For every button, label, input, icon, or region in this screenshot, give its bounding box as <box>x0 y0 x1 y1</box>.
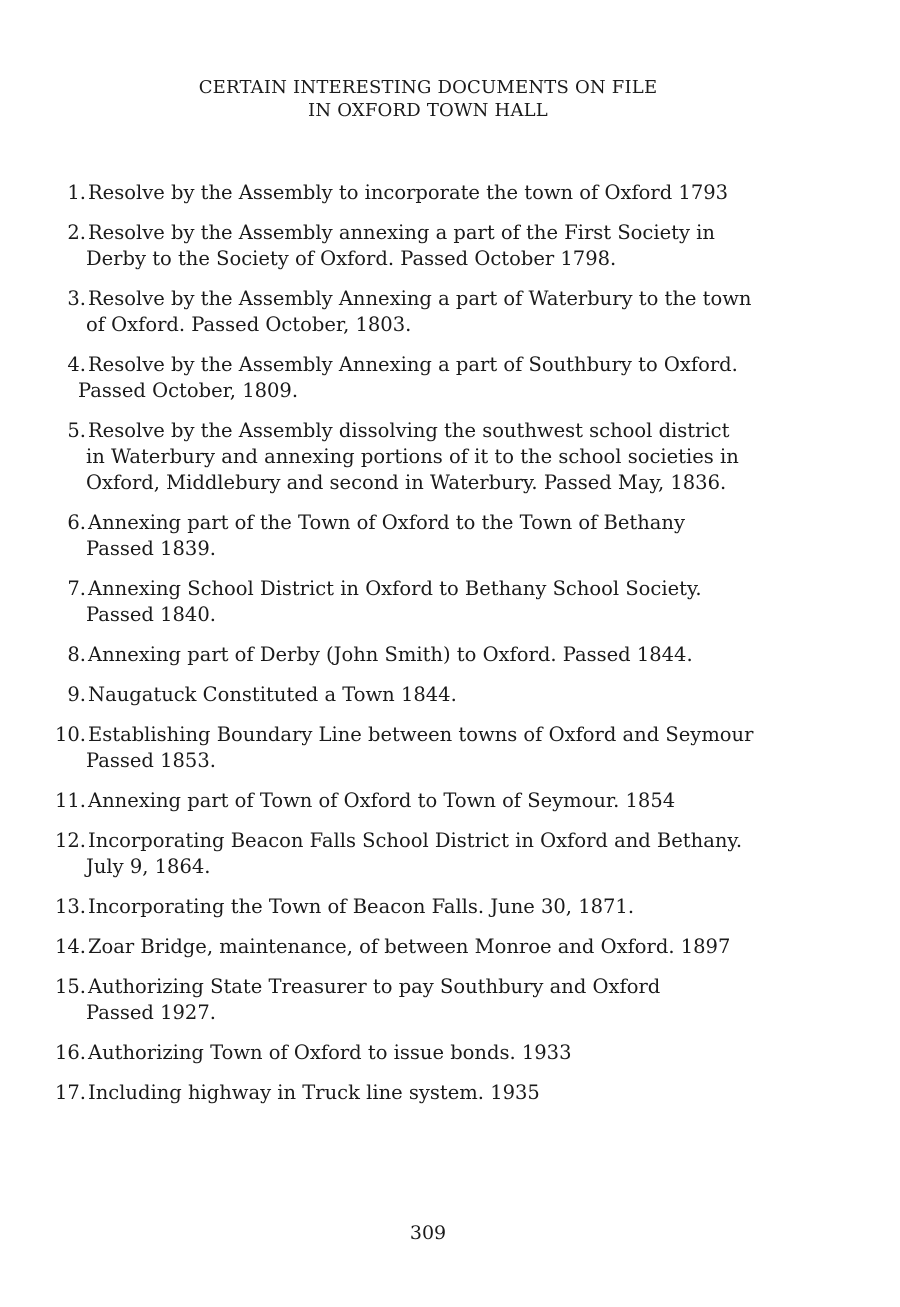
list-item <box>40 576 840 628</box>
item-text-line: of Oxford. Passed October, 1803. <box>86 313 412 336</box>
item-text-line: Resolve by the Assembly Annexing a part of Southbury to Oxford. <box>88 353 738 376</box>
item-number: 5. <box>67 419 86 442</box>
item-text-line: in Waterbury and annexing portions of it to the school societies in <box>86 445 739 468</box>
list-item <box>40 894 840 920</box>
item-text-line: Annexing part of Town of Oxford to Town of Seymour. 1854 <box>88 789 676 812</box>
item-text-line: Annexing part of Derby (John Smith) to Oxford. Passed 1844. <box>88 643 693 666</box>
item-text-line: Incorporating Beacon Falls School District in Oxford and Bethany. <box>88 829 743 852</box>
heading-line-1: CERTAIN INTERESTING DOCUMENTS ON FILE <box>198 77 658 98</box>
item-text-line: Zoar Bridge, maintenance, of between Monroe and Oxford. 1897 <box>88 935 731 958</box>
list-item <box>40 220 840 272</box>
page-heading <box>0 76 856 122</box>
item-text-line: Establishing Boundary Line between towns of Oxford and Seymour <box>88 723 754 746</box>
item-text-line: Passed 1853. <box>86 749 216 772</box>
list-item <box>40 510 840 562</box>
item-text-line: Annexing School District in Oxford to Bethany School Society. <box>88 577 702 600</box>
documents-list <box>40 180 840 1120</box>
heading-line-2: IN OXFORD TOWN HALL <box>308 100 548 121</box>
list-item <box>40 1040 840 1066</box>
item-number: 13. <box>54 895 86 918</box>
list-item <box>40 180 840 206</box>
item-text-line: Oxford, Middlebury and second in Waterbury. Passed May, 1836. <box>86 471 727 494</box>
item-number: 12. <box>54 829 86 852</box>
item-text-line: Passed 1840. <box>86 603 216 626</box>
item-number: 1. <box>67 181 86 204</box>
item-text-line: Authorizing Town of Oxford to issue bonds. 1933 <box>88 1041 572 1064</box>
item-number: 2. <box>67 221 86 244</box>
item-number: 9. <box>67 683 86 706</box>
item-number: 6. <box>67 511 86 534</box>
item-number: 14. <box>54 935 86 958</box>
item-text-line: Passed 1927. <box>86 1001 216 1024</box>
item-number: 15. <box>54 975 86 998</box>
list-item <box>40 1080 840 1106</box>
list-item <box>40 286 840 338</box>
item-number: 16. <box>54 1041 86 1064</box>
list-item <box>40 642 840 668</box>
item-text-line: Passed October, 1809. <box>78 379 299 402</box>
item-text-line: Annexing part of the Town of Oxford to the Town of Bethany <box>88 511 685 534</box>
item-number: 7. <box>67 577 86 600</box>
list-item <box>40 722 840 774</box>
item-text-line: Naugatuck Constituted a Town 1844. <box>88 683 457 706</box>
list-item <box>40 828 840 880</box>
page-number: 309 <box>409 1222 447 1244</box>
item-text-line: Resolve by the Assembly annexing a part of the First Society in <box>88 221 715 244</box>
item-text-line: Resolve by the Assembly to incorporate the town of Oxford 1793 <box>88 181 729 204</box>
item-number: 8. <box>67 643 86 666</box>
item-text-line: July 9, 1864. <box>86 855 211 878</box>
item-number: 4. <box>67 353 86 376</box>
item-text-line: Authorizing State Treasurer to pay Southbury and Oxford <box>88 975 661 998</box>
list-item <box>40 974 840 1026</box>
list-item <box>40 788 840 814</box>
item-text-line: Resolve by the Assembly dissolving the southwest school district <box>88 419 730 442</box>
list-item <box>40 418 840 496</box>
list-item <box>40 682 840 708</box>
item-number: 17. <box>54 1081 86 1104</box>
list-item <box>40 352 840 404</box>
item-text-line: Including highway in Truck line system. 1935 <box>88 1081 540 1104</box>
list-item <box>40 934 840 960</box>
item-text-line: Passed 1839. <box>86 537 216 560</box>
item-text-line: Derby to the Society of Oxford. Passed October 1798. <box>86 247 617 270</box>
item-text-line: Incorporating the Town of Beacon Falls. June 30, 1871. <box>88 895 635 918</box>
item-text-line: Resolve by the Assembly Annexing a part of Waterbury to the town <box>88 287 752 310</box>
item-number: 11. <box>54 789 86 812</box>
item-number: 10. <box>54 723 86 746</box>
item-number: 3. <box>67 287 86 310</box>
